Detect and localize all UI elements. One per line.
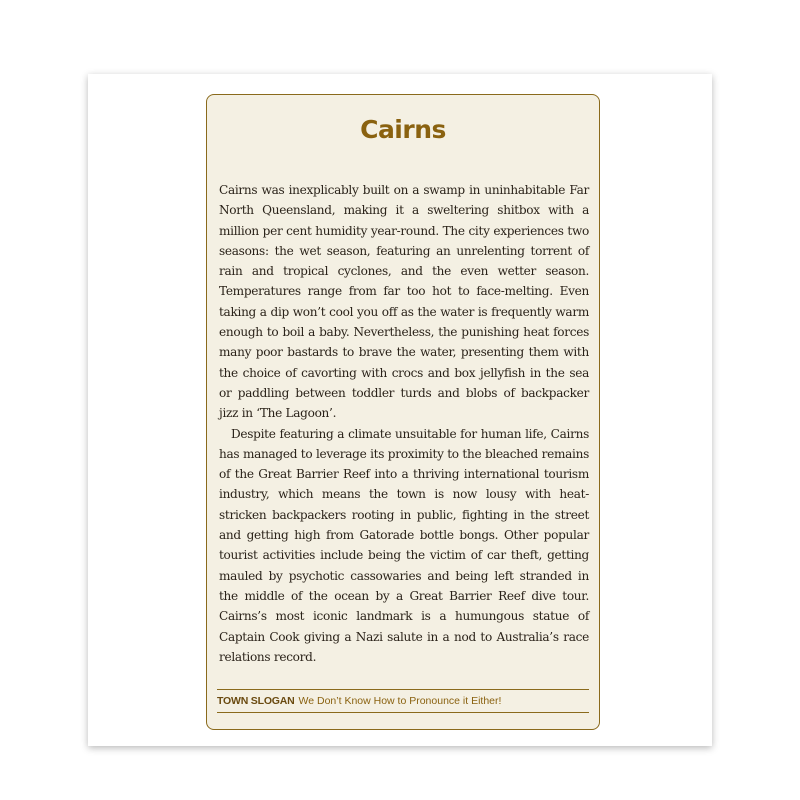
town-entry-card: [206, 94, 600, 730]
entry-title: Cairns: [360, 115, 446, 144]
entry-paragraph-1: Cairns was inexplicably built on a swamp in uninhabitable Far North Queensland, making it a sweltering shitbox with a million per cent humidity year-round. The city experiences two seasons: the wet season, featuring an unrelenting torrent of rain and tropical cyclones, and the even wetter season. Temperatures range from far too hot to face-melting. Even taking a dip won’t cool you off as the water is frequently warm enough to boil a baby. Nevertheless, the punishing heat forces many poor bastards to brave the water, presenting them with the choice of cavorting with crocs and box jellyfish in the sea or paddling between toddler turds and blobs of backpacker jizz in ‘The Lagoon’.: [219, 183, 589, 421]
slogan-text: We Don’t Know How to Pronounce it Either!: [298, 695, 502, 707]
entry-body: [219, 180, 589, 667]
entry-paragraph-2: Despite featuring a climate unsuitable for human life, Cairns has managed to leverage its proximity to the bleached remains of the Great Barrier Reef into a thriving international tourism industry, which means the town is now lousy with heat-stricken backpackers rooting in public, fighting in the street and getting high from Gatorade bottle bongs. Other popular tourist activities include being the victim of car theft, getting mauled by psychotic cassowaries and being left stranded in the middle of the ocean by a Great Barrier Reef dive tour. Cairns’s most iconic landmark is a humungous statue of Captain Cook giving a Nazi salute in a nod to Australia’s race relations record.: [219, 426, 589, 664]
book-page: [88, 74, 712, 746]
town-slogan-bar: [217, 689, 589, 713]
slogan-label: TOWN SLOGAN: [217, 695, 295, 707]
